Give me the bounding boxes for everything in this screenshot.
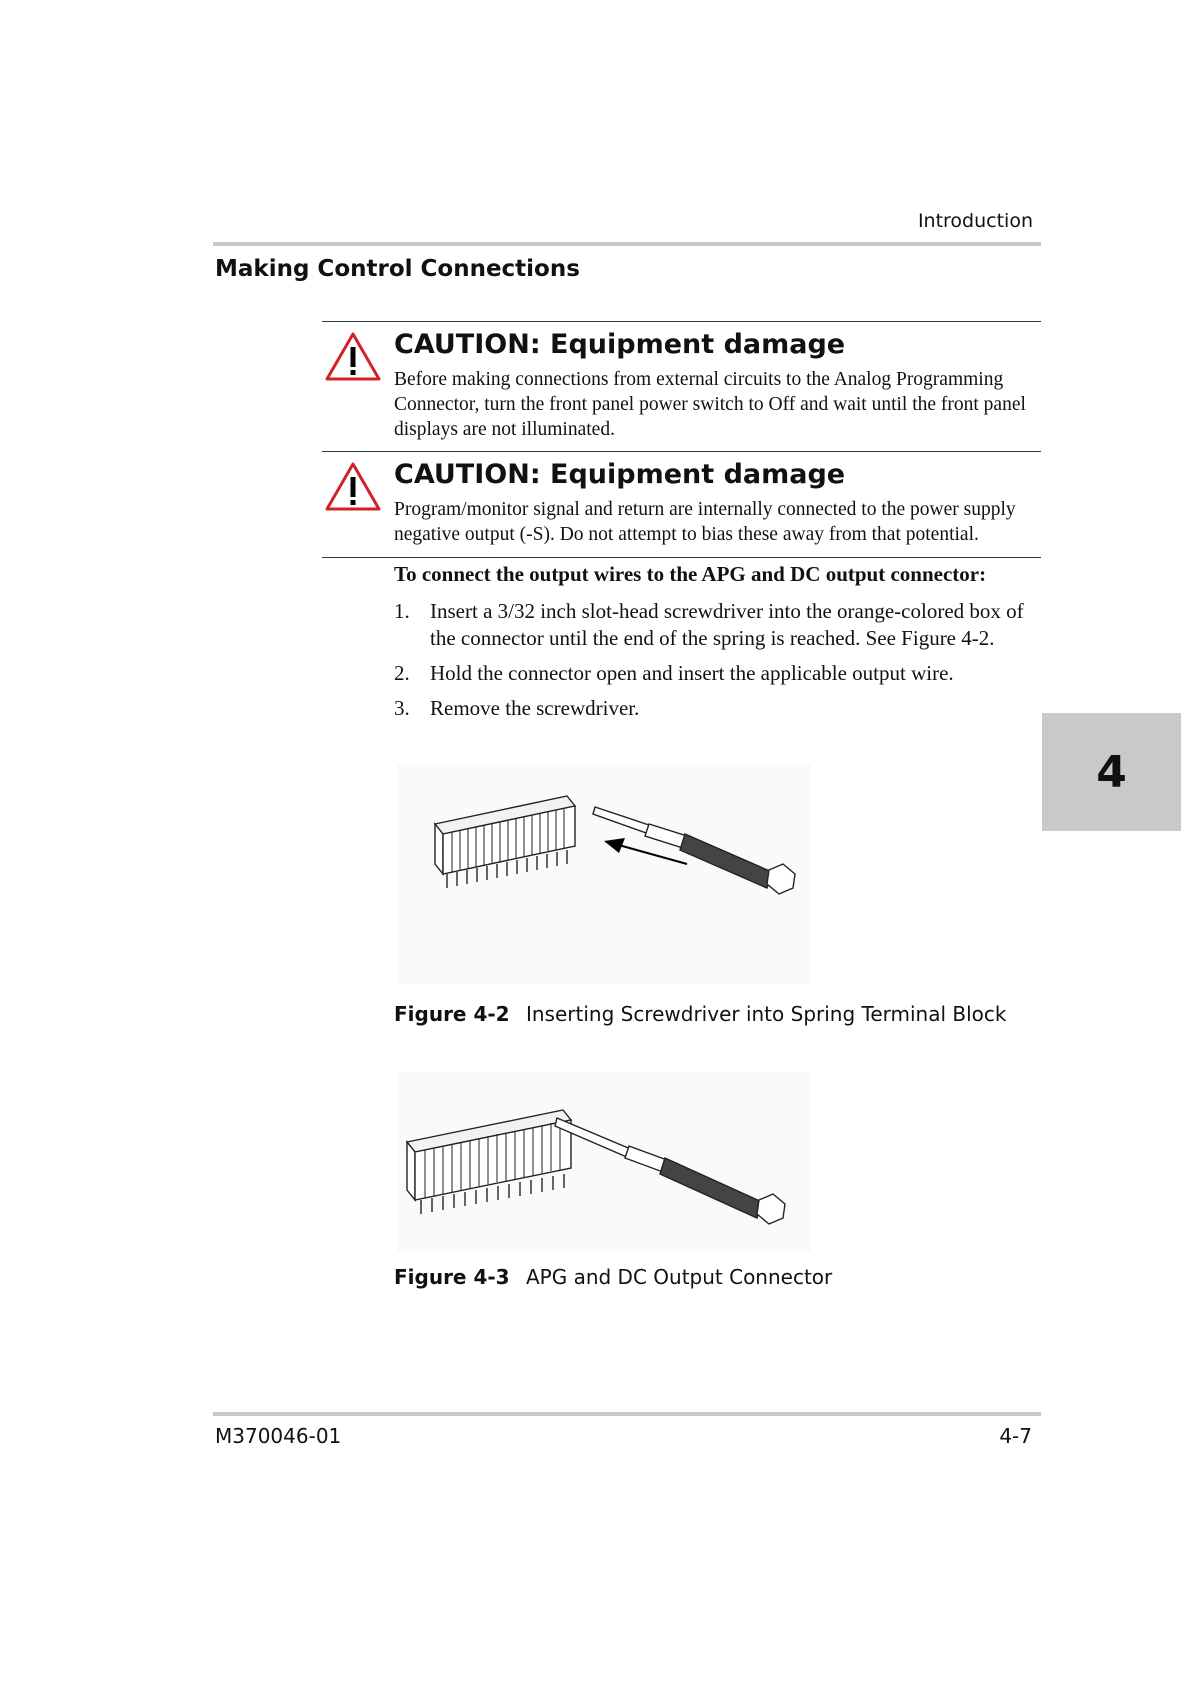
figure-4-3-caption (394, 1265, 832, 1289)
footer-rule (213, 1412, 1041, 1416)
screwdriver-illustration (555, 1118, 785, 1224)
document-number: M370046-01 (215, 1424, 342, 1448)
section-title: Making Control Connections (215, 256, 580, 282)
step-text: Remove the screwdriver. (430, 696, 640, 720)
figure-label: Figure 4-2 (394, 1002, 510, 1026)
figure-4-2-caption (394, 1002, 1007, 1026)
figure-caption-text: APG and DC Output Connector (525, 1265, 833, 1289)
caution-body: Program/monitor signal and return are internally connected to the power supply negative output (-S). Do not attempt to bias these away from that potential. (394, 499, 1016, 545)
figure-4-2-illustration (397, 764, 811, 984)
step-number: 1. (394, 599, 410, 623)
procedure-steps (394, 598, 1044, 730)
caution-title: CAUTION: Equipment damage (394, 459, 846, 490)
running-header: Introduction (917, 210, 1033, 232)
figure-4-3-illustration (397, 1072, 811, 1252)
chapter-tab (1042, 713, 1181, 831)
apg-connector-illustration (407, 1110, 571, 1214)
figure-caption-text: Inserting Screwdriver into Spring Terminal Block (525, 1002, 1007, 1026)
procedure-step (394, 598, 1044, 652)
step-text: Insert a 3/32 inch slot-head screwdriver into the orange-colored box of the connector until the end of the spring is reached. See Figure 4-2. (430, 599, 1024, 650)
screwdriver-illustration (593, 807, 795, 894)
caution-divider (322, 321, 1041, 322)
caution-title: CAUTION: Equipment damage (394, 329, 846, 360)
warning-triangle-icon (324, 461, 382, 513)
step-number: 3. (394, 696, 410, 720)
step-text: Hold the connector open and insert the applicable output wire. (430, 661, 954, 685)
procedure-title: To connect the output wires to the APG and DC output connector: (394, 562, 987, 586)
caution-body: Before making connections from external circuits to the Analog Programming Connector, turn the front panel power switch to Off and wait until the front panel displays are not illuminated. (394, 369, 1026, 440)
page-number: 4-7 (999, 1424, 1032, 1448)
header-rule (213, 242, 1041, 246)
procedure-step (394, 660, 1044, 687)
procedure-step (394, 695, 1044, 722)
spring-terminal-block-illustration (435, 796, 575, 888)
step-number: 2. (394, 661, 410, 685)
chapter-number: 4 (1096, 746, 1127, 798)
figure-label: Figure 4-3 (394, 1265, 510, 1289)
caution-divider (322, 557, 1041, 558)
caution-divider (322, 451, 1041, 452)
warning-triangle-icon (324, 331, 382, 383)
